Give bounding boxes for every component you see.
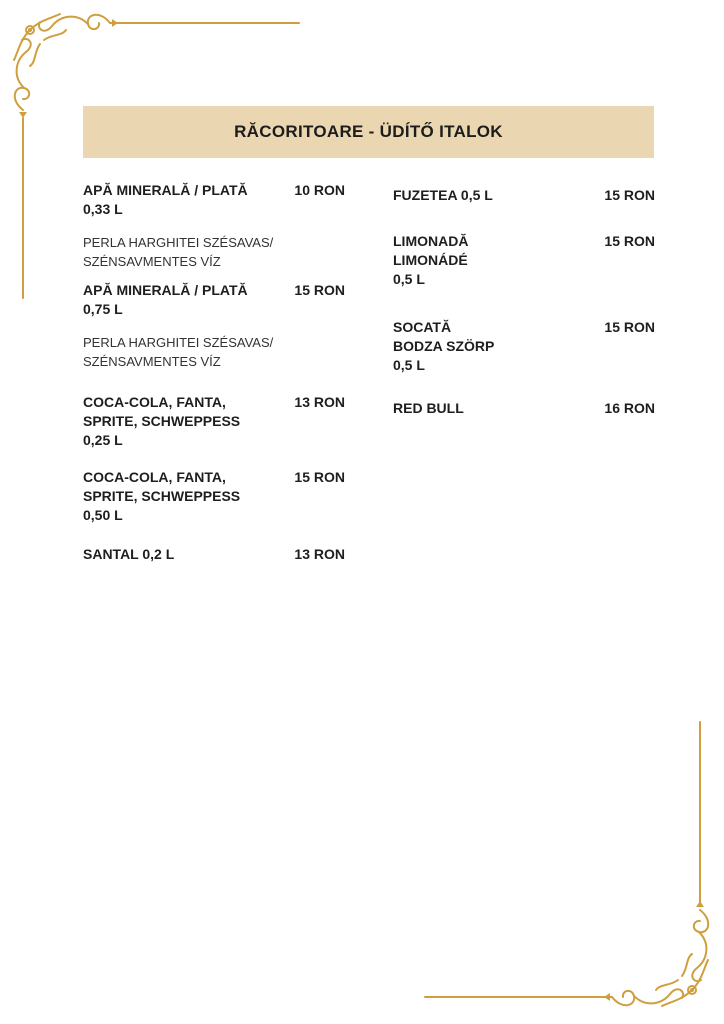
item-price: 15 RON bbox=[604, 319, 655, 335]
item-name: SANTAL 0,2 L bbox=[83, 546, 175, 562]
item-price: 10 RON bbox=[294, 182, 345, 198]
item-description: PERLA HARGHITEI SZÉSAVAS/ SZÉNSAVMENTES VÍZ bbox=[83, 335, 274, 369]
menu-column-left bbox=[83, 181, 345, 564]
item-description: PERLA HARGHITEI SZÉSAVAS/ SZÉNSAVMENTES VÍZ bbox=[83, 235, 274, 269]
item-price: 15 RON bbox=[294, 282, 345, 298]
menu-item bbox=[83, 468, 345, 525]
item-name: APĂ MINERALĂ / PLATĂ 0,75 L bbox=[83, 282, 248, 317]
item-price: 15 RON bbox=[604, 233, 655, 249]
menu-column-right bbox=[393, 186, 655, 418]
menu-item bbox=[393, 232, 655, 289]
menu-item bbox=[83, 281, 345, 371]
section-header-band bbox=[83, 106, 654, 158]
menu-item bbox=[393, 186, 655, 205]
item-name: LIMONADĂ LIMONÁDÉ 0,5 L bbox=[393, 233, 469, 287]
item-price: 13 RON bbox=[294, 394, 345, 410]
menu-item bbox=[83, 393, 345, 450]
item-name: SOCATĂ BODZA SZÖRP 0,5 L bbox=[393, 319, 495, 373]
item-name: COCA-COLA, FANTA, SPRITE, SCHWEPPESS 0,25 L bbox=[83, 394, 241, 448]
item-price: 15 RON bbox=[294, 469, 345, 485]
item-name: COCA-COLA, FANTA, SPRITE, SCHWEPPESS 0,50 L bbox=[83, 469, 241, 523]
section-title: RĂCORITOARE - ÜDÍTŐ ITALOK bbox=[234, 122, 503, 141]
item-name: APĂ MINERALĂ / PLATĂ 0,33 L bbox=[83, 182, 248, 217]
item-name: RED BULL bbox=[393, 400, 464, 416]
item-name: FUZETEA 0,5 L bbox=[393, 187, 493, 203]
item-price: 15 RON bbox=[604, 187, 655, 203]
menu-item bbox=[393, 318, 655, 375]
item-price: 13 RON bbox=[294, 546, 345, 562]
menu-item bbox=[393, 399, 655, 418]
menu-item bbox=[83, 181, 345, 271]
menu-item bbox=[83, 545, 345, 564]
item-price: 16 RON bbox=[604, 400, 655, 416]
